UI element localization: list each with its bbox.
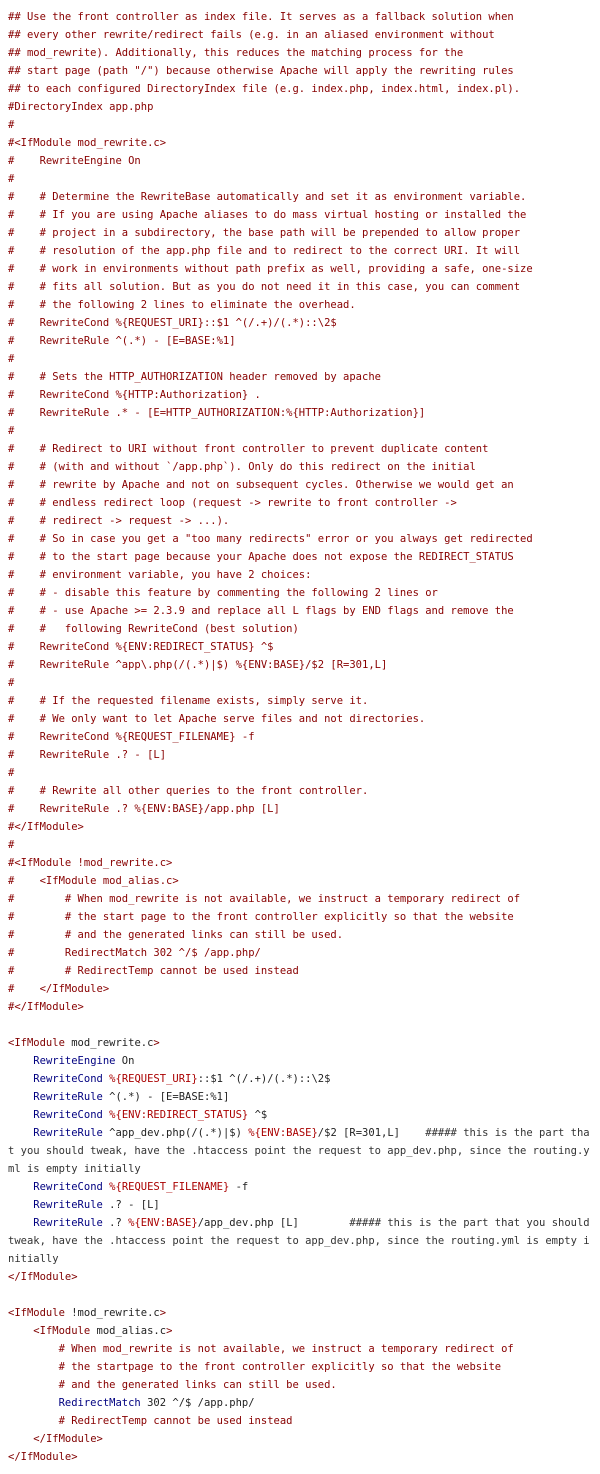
code-comment: # # the following 2 lines to eliminate the overhead. [8, 299, 356, 311]
code-text [8, 1433, 33, 1445]
code-text: ^$ [248, 1109, 268, 1121]
code-line [8, 98, 592, 116]
code-comment: #<IfModule !mod_rewrite.c> [8, 857, 173, 869]
code-comment: # # Sets the HTTP_AUTHORIZATION header removed by apache [8, 371, 381, 383]
code-comment: ## start page (path "/") because otherwise Apache will apply the rewriting rules [8, 65, 514, 77]
code-directive: RewriteRule [33, 1199, 103, 1211]
code-comment: # # When mod_rewrite is not available, we instruct a temporary redirect of [8, 893, 521, 905]
code-comment: # # project in a subdirectory, the base path will be prepended to allow proper [8, 227, 521, 239]
code-line [8, 980, 592, 998]
code-line [8, 944, 592, 962]
code-line [8, 818, 592, 836]
code-text [8, 1091, 33, 1103]
code-line [8, 1124, 592, 1178]
code-inline-comment: ##### this is the part that you should tweak, have the .htaccess point the request to app_dev.php, since the routing.yml is empty initially [8, 1217, 596, 1265]
code-comment: ## to each configured DirectoryIndex file (e.g. index.php, index.html, index.pl). [8, 83, 521, 95]
code-comment: # RewriteRule ^app\.php(/(.*)|$) %{ENV:BASE}/$2 [R=301,L] [8, 659, 388, 671]
code-text [8, 1217, 33, 1229]
code-comment: # # work in environments without path prefix as well, providing a safe, one-size [8, 263, 533, 275]
code-directive: RewriteRule [33, 1091, 103, 1103]
code-comment: # RewriteRule .* - [E=HTTP_AUTHORIZATION:%{HTTP:Authorization}] [8, 407, 426, 419]
code-line [8, 926, 592, 944]
code-line [8, 674, 592, 692]
code-directive: RewriteRule [33, 1127, 103, 1139]
code-line [8, 1052, 592, 1070]
code-line [8, 710, 592, 728]
code-comment: # # following RewriteCond (best solution) [8, 623, 299, 635]
code-line [8, 998, 592, 1016]
code-variable: %{REQUEST_URI} [109, 1073, 198, 1085]
code-directive: RewriteRule [33, 1217, 103, 1229]
code-comment: # and the generated links can still be used. [58, 1379, 337, 1391]
code-variable: %{ENV:REDIRECT_STATUS} [109, 1109, 249, 1121]
code-text [8, 1181, 33, 1193]
code-line [8, 1196, 592, 1214]
code-directive: RewriteCond [33, 1181, 103, 1193]
code-comment: # # to the start page because your Apache does not expose the REDIRECT_STATUS [8, 551, 514, 563]
code-variable: %{ENV:BASE} [128, 1217, 198, 1229]
code-text: /$2 [R=301,L] [317, 1127, 426, 1139]
code-tag: > [159, 1307, 167, 1319]
code-comment: # When mod_rewrite is not available, we instruct a temporary redirect of [58, 1343, 514, 1355]
code-line [8, 404, 592, 422]
code-text [8, 1055, 33, 1067]
code-line [8, 908, 592, 926]
code-line [8, 8, 592, 26]
code-line [8, 836, 592, 854]
code-text: ::$1 ^(/.+)/(.*)::\2$ [197, 1073, 331, 1085]
code-comment: # # and the generated links can still be used. [8, 929, 344, 941]
code-comment: # # environment variable, you have 2 choices: [8, 569, 312, 581]
code-comment: # [8, 425, 15, 437]
code-line [8, 1358, 592, 1376]
code-line [8, 170, 592, 188]
code-line [8, 206, 592, 224]
code-text: ^app_dev.php(/(.*)|$) [102, 1127, 249, 1139]
code-line [8, 1286, 592, 1304]
code-text: ^(.*) - [E=BASE:%1] [102, 1091, 230, 1103]
code-directive: RedirectMatch [58, 1397, 141, 1409]
code-line [8, 512, 592, 530]
code-comment: # # resolution of the app.php file and to redirect to the correct URI. It will [8, 245, 521, 257]
code-tag: > [166, 1325, 173, 1337]
code-line [8, 800, 592, 818]
code-line [8, 638, 592, 656]
code-text: On [115, 1055, 135, 1067]
code-inline-comment: ##### this is the part that you should tweak, have the .htaccess point the request to app_dev.php, since the routing.yml is empty initially [8, 1127, 590, 1175]
code-line [8, 1430, 592, 1448]
code-line [8, 1412, 592, 1430]
code-line [8, 422, 592, 440]
code-tag: <IfModule [8, 1307, 65, 1319]
code-comment: # # endless redirect loop (request -> rewrite to front controller -> [8, 497, 457, 509]
code-line [8, 854, 592, 872]
code-comment: # RewriteEngine On [8, 155, 141, 167]
code-line [8, 530, 592, 548]
code-comment: # # the start page to the front controller explicitly so that the website [8, 911, 514, 923]
code-comment: # RewriteRule ^(.*) - [E=BASE:%1] [8, 335, 236, 347]
code-comment: # RewriteCond %{HTTP:Authorization} . [8, 389, 261, 401]
code-line [8, 1106, 592, 1124]
code-comment: # # RedirectTemp cannot be used instead [8, 965, 299, 977]
code-line [8, 692, 592, 710]
code-tag: <IfModule [8, 1037, 65, 1049]
code-tag: </IfModule> [8, 1451, 78, 1463]
code-comment: # # - use Apache >= 2.3.9 and replace all L flags by END flags and remove the [8, 605, 514, 617]
code-line [8, 26, 592, 44]
code-comment: # RedirectTemp cannot be used instead [58, 1415, 293, 1427]
code-directive: RewriteEngine [33, 1055, 116, 1067]
code-comment: # # - disable this feature by commenting the following 2 lines or [8, 587, 438, 599]
code-text: mod_alias.c [90, 1325, 167, 1337]
code-comment: # RewriteCond %{ENV:REDIRECT_STATUS} ^$ [8, 641, 274, 653]
code-comment: # RedirectMatch 302 ^/$ /app.php/ [8, 947, 261, 959]
code-comment: # # (with and without `/app.php`). Only do this redirect on the initial [8, 461, 476, 473]
code-comment: # <IfModule mod_alias.c> [8, 875, 179, 887]
code-line [8, 458, 592, 476]
code-comment: # # Redirect to URI without front controller to prevent duplicate content [8, 443, 489, 455]
code-text: mod_rewrite.c [64, 1037, 154, 1049]
code-comment: # [8, 173, 15, 185]
code-line [8, 962, 592, 980]
code-line [8, 584, 592, 602]
code-variable: %{ENV:BASE} [248, 1127, 318, 1139]
code-line [8, 872, 592, 890]
code-variable: %{REQUEST_FILENAME} [109, 1181, 230, 1193]
code-line [8, 1214, 596, 1268]
code-text [8, 1199, 33, 1211]
code-line [8, 1376, 592, 1394]
code-line [8, 746, 592, 764]
code-comment: # # If you are using Apache aliases to do mass virtual hosting or installed the [8, 209, 527, 221]
code-comment: ## mod_rewrite). Additionally, this reduces the matching process for the [8, 47, 464, 59]
code-comment: ## every other rewrite/redirect fails (e.g. in an aliased environment without [8, 29, 495, 41]
code-line [8, 1340, 592, 1358]
code-line [8, 1088, 592, 1106]
code-line [8, 314, 592, 332]
code-line [8, 134, 592, 152]
code-directive: RewriteCond [33, 1109, 103, 1121]
code-comment: # # Rewrite all other queries to the front controller. [8, 785, 369, 797]
htaccess-code-block [8, 8, 596, 1466]
code-tag: </IfModule> [33, 1433, 103, 1445]
code-comment: # [8, 767, 15, 779]
code-line [8, 548, 592, 566]
code-line [8, 152, 592, 170]
code-comment: # [8, 119, 15, 131]
code-line [8, 1034, 592, 1052]
code-comment: #DirectoryIndex app.php [8, 101, 154, 113]
code-line [8, 116, 592, 134]
code-comment: # # So in case you get a "too many redirects" error or you always get redirected [8, 533, 533, 545]
code-comment: # # We only want to let Apache serve files and not directories. [8, 713, 426, 725]
code-line [8, 764, 592, 782]
code-tag: > [153, 1037, 160, 1049]
code-text: .? - [L] [102, 1199, 160, 1211]
code-line [8, 620, 592, 638]
code-comment: #<IfModule mod_rewrite.c> [8, 137, 167, 149]
code-text [8, 1415, 59, 1427]
code-line [8, 566, 592, 584]
code-comment: # [8, 677, 15, 689]
code-comment: # # Determine the RewriteBase automatically and set it as environment variable. [8, 191, 527, 203]
code-text [8, 1397, 59, 1409]
code-line [8, 1304, 592, 1322]
code-text [8, 1361, 59, 1373]
code-tag: <IfModule [33, 1325, 91, 1337]
code-line [8, 1178, 592, 1196]
code-comment: # [8, 353, 15, 365]
code-line [8, 1448, 592, 1466]
code-line [8, 224, 592, 242]
code-comment: # the startpage to the front controller explicitly so that the website [58, 1361, 502, 1373]
code-line [8, 440, 592, 458]
code-text [8, 1379, 59, 1391]
code-comment: ## Use the front controller as index file. It serves as a fallback solution when [8, 11, 514, 23]
code-text [8, 1073, 33, 1085]
code-line [8, 260, 592, 278]
code-line [8, 386, 592, 404]
code-comment: # # rewrite by Apache and not on subsequent cycles. Otherwise we would get an [8, 479, 514, 491]
code-tag: </IfModule> [8, 1271, 78, 1283]
code-comment: # [8, 839, 15, 851]
code-line [8, 1268, 592, 1286]
code-line [8, 1016, 592, 1034]
code-text: .? [102, 1217, 129, 1229]
code-line [8, 368, 592, 386]
code-text: 302 ^/$ /app.php/ [140, 1397, 255, 1409]
code-comment: # RewriteRule .? %{ENV:BASE}/app.php [L] [8, 803, 280, 815]
code-line [8, 782, 592, 800]
code-line [8, 1070, 592, 1088]
code-line [8, 296, 592, 314]
code-comment: # # If the requested filename exists, simply serve it. [8, 695, 369, 707]
code-line [8, 890, 592, 908]
code-line [8, 1322, 592, 1340]
code-text [8, 1127, 33, 1139]
code-comment: # RewriteCond %{REQUEST_FILENAME} -f [8, 731, 255, 743]
code-line [8, 494, 592, 512]
code-line [8, 62, 592, 80]
code-line [8, 1394, 592, 1412]
code-line [8, 476, 592, 494]
code-text [8, 1109, 33, 1121]
code-text [8, 1325, 33, 1337]
code-text: /app_dev.php [L] [197, 1217, 350, 1229]
code-line [8, 728, 592, 746]
code-line [8, 602, 592, 620]
code-comment: #</IfModule> [8, 821, 84, 833]
code-directive: RewriteCond [33, 1073, 103, 1085]
code-line [8, 242, 592, 260]
code-text: !mod_rewrite.c [64, 1307, 160, 1319]
code-line [8, 278, 592, 296]
code-text [8, 1343, 59, 1355]
code-line [8, 80, 592, 98]
code-line [8, 656, 592, 674]
code-comment: # # fits all solution. But as you do not need it in this case, you can comment [8, 281, 521, 293]
code-comment: # # redirect -> request -> ...). [8, 515, 230, 527]
code-text: -f [229, 1181, 249, 1193]
code-comment: # RewriteCond %{REQUEST_URI}::$1 ^(/.+)/(.*)::\2$ [8, 317, 337, 329]
code-line [8, 188, 592, 206]
code-comment: #</IfModule> [8, 1001, 84, 1013]
code-comment: # </IfModule> [8, 983, 110, 995]
code-line [8, 350, 592, 368]
code-line [8, 44, 592, 62]
code-line [8, 332, 592, 350]
code-comment: # RewriteRule .? - [L] [8, 749, 167, 761]
